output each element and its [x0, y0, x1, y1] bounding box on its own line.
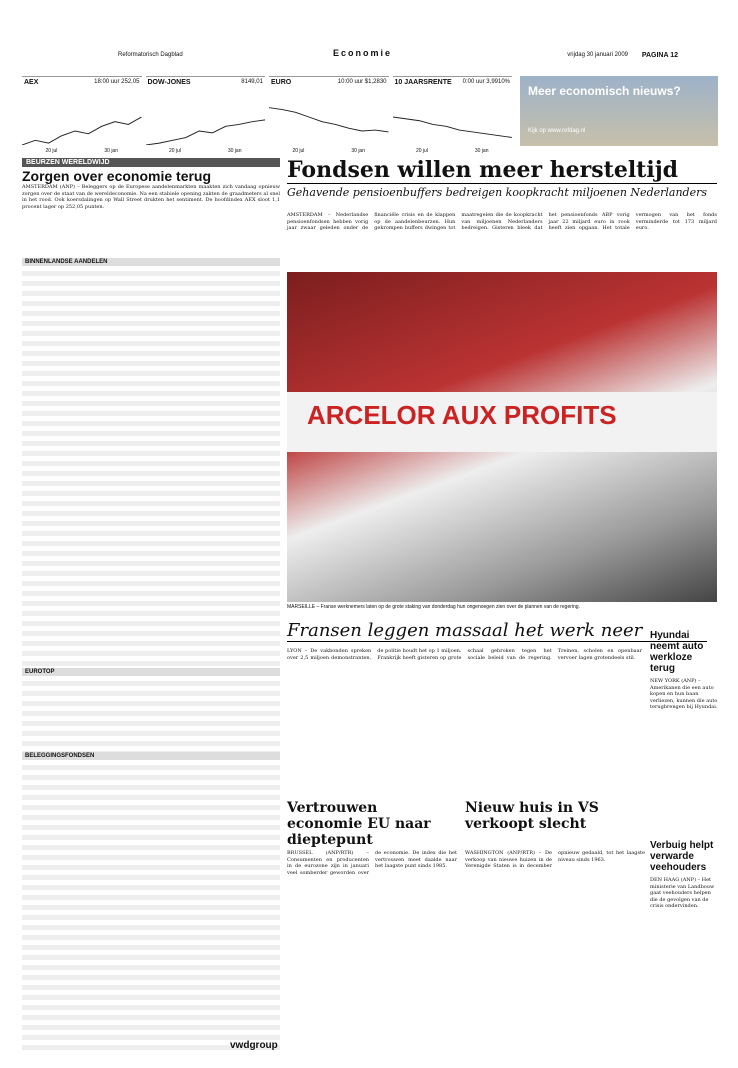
chart-name: AEX	[24, 79, 39, 86]
tick-label: 30 jan	[104, 148, 118, 154]
ad-url[interactable]: Kijk op www.refdag.nl	[528, 128, 586, 134]
photo-caption: MARSEILLE – Franse werknemers laten op de grote staking van donderdag hun ongenoegen zien over de plannen van de regering.	[287, 604, 580, 610]
page-number: PAGINA 12	[641, 52, 678, 59]
vwd-logo: vwdgroup	[230, 1040, 278, 1051]
article2-headline: Fransen leggen massaal het werk neer	[287, 620, 707, 642]
tick-label: 20 jul	[415, 148, 428, 154]
article4-body: WASHINGTON (ANP/RTR) – De verkoop van nieuwe huizen in de Verenigde Staten is in december opnieuw gedaald, tot het laagste niveau sinds 1963.	[465, 850, 645, 869]
table-title: BELEGGINGSFONDSEN	[22, 752, 280, 760]
chart-value: 10:00 uur $1,2830	[337, 79, 387, 85]
side-body: NEW YORK (ANP) – Amerikanen die een auto kopen en hun baan verliezen, kunnen die auto terugbrengen bij Hyundai.	[650, 678, 718, 710]
article4-headline: Nieuw huis in VS verkoopt slecht	[465, 800, 599, 832]
chart-axis	[269, 148, 389, 154]
article3-headline: Vertrouwen economie EU naar dieptepunt	[287, 800, 431, 848]
market-chart	[146, 76, 266, 156]
side-headline: Hyundai neemt auto werkloze terug	[650, 630, 704, 674]
side-article-2	[650, 840, 720, 910]
page-header	[0, 0, 738, 72]
tick-label: 30 jan	[227, 148, 242, 154]
left-body: AMSTERDAM (ANP) – Beleggers op de Europese aandelenmarkten maakten zich vandaag opnieuw zorgen over de staat van de wereldeconomie. Na een stabiele opening zakten de graadmeters al snel in het rood. Ook koersdalingen op Wall Street drukten het sentiment. De hoofdindex AEX sloot 1,1 procent lager op 252,05 punten.	[22, 184, 280, 210]
article3-body: BRUSSEL (ANP/RTR) – Consumenten en producenten in de eurozone zijn in januari veel somberder geworden over de economie. De index die het vertrouwen meet daalde naar het laagste punt sinds 1985.	[287, 850, 457, 876]
side-article	[650, 630, 720, 711]
section-title: Economie	[333, 48, 393, 58]
table-title: EUROTOP	[22, 668, 280, 676]
protest-banner: ARCELOR AUX PROFITS	[287, 392, 717, 452]
ad-title: Meer economisch nieuws?	[528, 84, 681, 98]
chart-axis	[393, 148, 513, 154]
chart-line	[146, 120, 266, 145]
chart-value: 18:00 uur 252,05	[94, 79, 140, 85]
tick-label: 30 jan	[351, 148, 365, 154]
tick-label: 20 jul	[45, 148, 58, 154]
advertisement[interactable]	[520, 76, 718, 146]
chart-axis	[22, 148, 142, 154]
main-body: AMSTERDAM – Nederlandse pensioenfondsen hebben vorig jaar zwaar geleden onder de financiële crisis en de klappen op de aandelenbeurzen. Hun gekrompen buffers dwingen tot maatregelen die de koopkracht van miljoenen Nederlanders bedreigen. Gisteren bleek dat het pensioenfonds ABP vorig jaar 22 miljard euro in rook heeft zien opgaan. Het totale vermogen van het fonds verminderde tot 173 miljard euro.	[287, 212, 717, 231]
market-chart	[269, 76, 389, 156]
market-charts	[22, 76, 512, 156]
table-title: BINNENLANDSE AANDELEN	[22, 258, 280, 266]
market-chart	[22, 76, 142, 156]
main-headline: Fondsen willen meer hersteltijd	[287, 157, 717, 184]
article2-body: LYON – De vakbonden spreken over 2,5 miljoen demonstranten, de politie houdt het op 1 miljoen. Frankrijk heeft gisteren op grote schaal gebroken tegen het sociale beleid van de regering. Treinen, scholen en openbaar vervoer lagen grotendeels stil.	[287, 648, 642, 661]
funds-table	[22, 752, 280, 1042]
chart-value: 8149,01	[241, 79, 263, 85]
side2-headline: Verbuig helpt verwarde veehouders	[650, 840, 714, 873]
newspaper-name: Reformatorisch Dagblad	[118, 52, 183, 58]
chart-axis	[146, 148, 266, 154]
chart-name: EURO	[271, 79, 292, 86]
tick-label: 30 jan	[474, 148, 489, 154]
main-subtitle: Gehavende pensioenbuffers bedreigen koopkracht miljoenen Nederlanders	[287, 186, 707, 199]
chart-name: 10 JAARSRENTE	[394, 79, 452, 86]
tick-label: 20 jul	[292, 148, 305, 154]
side2-body: DEN HAAG (ANP) – Het ministerie van Landbouw gaat veehouders helpen die de gevolgen van de crisis ondervinden.	[650, 877, 715, 909]
chart-line	[269, 108, 389, 132]
left-headline: Zorgen over economie terug	[22, 168, 212, 184]
chart-value: 0:00 uur 3,9910%	[462, 79, 510, 85]
market-chart	[393, 76, 513, 156]
section-label: BEURZEN WERELDWIJD	[22, 158, 280, 167]
tick-label: 20 jul	[168, 148, 181, 154]
date: vrijdag 30 januari 2009	[567, 52, 628, 58]
stock-table	[22, 258, 280, 658]
eurotop-table	[22, 668, 280, 748]
chart-name: DOW-JONES	[147, 79, 191, 86]
chart-line	[393, 117, 513, 138]
chart-line	[22, 117, 142, 145]
strike-photo	[287, 272, 717, 602]
